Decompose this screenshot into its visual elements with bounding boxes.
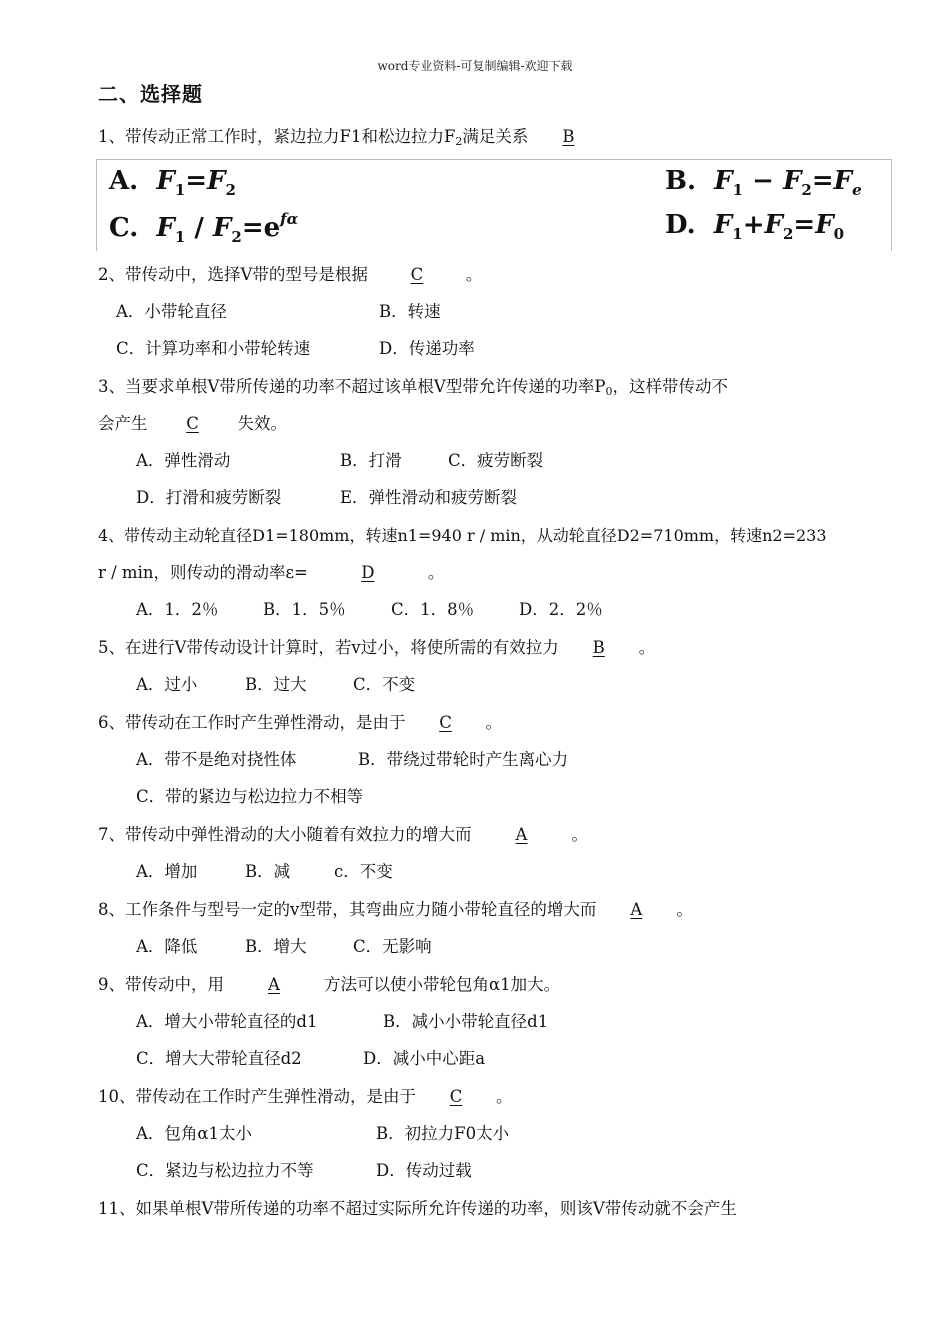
- question-8: 8、工作条件与型号一定的v型带，其弯曲应力随小带轮直径的增大而 A 。: [98, 900, 693, 919]
- q5-option-a: A．过小: [136, 675, 198, 694]
- answer-6: C: [439, 713, 452, 732]
- q3-option-c: C．疲劳断裂: [448, 451, 544, 470]
- q4-option-c: C．1．8％: [391, 600, 475, 619]
- q6-option-c: C．带的紧边与松边拉力不相等: [136, 787, 364, 806]
- formula-b: B. $F_1 - F_2=F_e$: [665, 166, 862, 199]
- answer-7: A: [515, 825, 528, 844]
- q8-option-b: B．增大: [245, 937, 307, 956]
- q10-option-a: A．包角α1太小: [136, 1124, 253, 1143]
- question-4-line-1: 4、带传动主动轮直径D1=180mm，转速n1=940 r / min，从动轮直径D2=710mm，转速n2=233: [98, 526, 827, 545]
- formula-a: A. $F_1=F_2$: [109, 166, 236, 199]
- q8-option-c: C．无影响: [353, 937, 432, 956]
- question-1: 1、带传动正常工作时，紧边拉力F1和松边拉力$F_2$满足关系 B: [98, 126, 608, 153]
- q3-option-b: B．打滑: [340, 451, 402, 470]
- q2-option-b: B．转速: [379, 302, 441, 321]
- question-5: 5、在进行V带传动设计计算时，若v过小，将使所需的有效拉力 B 。: [98, 638, 656, 657]
- q3-option-d: D．打滑和疲劳断裂: [136, 488, 282, 507]
- question-11: 11、如果单根V带所传递的功率不超过实际所允许传递的功率，则该V带传动就不会产生: [98, 1199, 737, 1218]
- q7-option-a: A．增加: [136, 862, 198, 881]
- question-7: 7、带传动中弹性滑动的大小随着有效拉力的增大而 A 。: [98, 825, 588, 844]
- answer-10: C: [449, 1087, 463, 1106]
- answer-5: B: [592, 638, 605, 657]
- formula-image: [96, 159, 892, 251]
- q4-option-a: A．1．2％: [136, 600, 219, 619]
- question-6: 6、带传动在工作时产生弹性滑动，是由于 C 。: [98, 713, 502, 732]
- question-10: 10、带传动在工作时产生弹性滑动，是由于 C 。: [98, 1087, 513, 1106]
- q3-option-a: A．弹性滑动: [136, 451, 231, 470]
- formula-d: D. $F_1+F_2=F_0$: [665, 210, 845, 243]
- q3-option-e: E．弹性滑动和疲劳断裂: [340, 488, 518, 507]
- answer-3: C: [186, 414, 199, 433]
- q4-option-b: B．1．5％: [263, 600, 346, 619]
- q5-option-b: B．过大: [245, 675, 307, 694]
- question-3-line-2: 会产生 C 失效。: [98, 414, 287, 433]
- q10-option-c: C．紧边与松边拉力不等: [136, 1161, 314, 1180]
- section-title: 二、选择题: [98, 82, 203, 106]
- answer-4: D: [361, 563, 375, 582]
- answer-9: A: [268, 975, 280, 994]
- q9-option-c: C．增大大带轮直径d2: [136, 1049, 302, 1068]
- q2-option-c: C．计算功率和小带轮转速: [116, 339, 311, 358]
- q6-option-b: B．带绕过带轮时产生离心力: [358, 750, 569, 769]
- answer-1: B: [562, 127, 575, 146]
- q2-option-a: A．小带轮直径: [116, 302, 227, 321]
- q7-option-b: B．减: [245, 862, 291, 881]
- question-4-line-2: r / min，则传动的滑动率ε= D 。: [98, 563, 445, 582]
- answer-8: A: [630, 900, 643, 919]
- q2-option-d: D．传递功率: [379, 339, 475, 358]
- answer-2: C: [410, 265, 424, 284]
- q6-option-a: A．带不是绝对挠性体: [136, 750, 297, 769]
- q10-option-d: D．传动过载: [376, 1161, 472, 1180]
- q9-option-b: B．减小小带轮直径d1: [383, 1012, 549, 1031]
- q10-option-b: B．初拉力F0太小: [376, 1124, 510, 1143]
- q9-option-a: A．增大小带轮直径的d1: [136, 1012, 318, 1031]
- question-3-line-1: 3、当要求单根V带所传递的功率不超过该单根V型带允许传递的功率$P_0$，这样带传动不: [98, 377, 728, 398]
- q7-option-c: c．不变: [334, 862, 393, 881]
- question-9: 9、带传动中，用 A 方法可以使小带轮包角α1加大。: [98, 975, 561, 994]
- formula-c: C. $F_1 / F_2=e^{f\alpha}$: [109, 210, 299, 246]
- q5-option-c: C．不变: [353, 675, 416, 694]
- page-header: word专业资料-可复制编辑-欢迎下载: [377, 59, 573, 73]
- q8-option-a: A．降低: [136, 937, 198, 956]
- q4-option-d: D．2．2％: [519, 600, 603, 619]
- question-2: 2、带传动中，选择V带的型号是根据 C 。: [98, 265, 483, 284]
- q9-option-d: D．减小中心距a: [363, 1049, 486, 1068]
